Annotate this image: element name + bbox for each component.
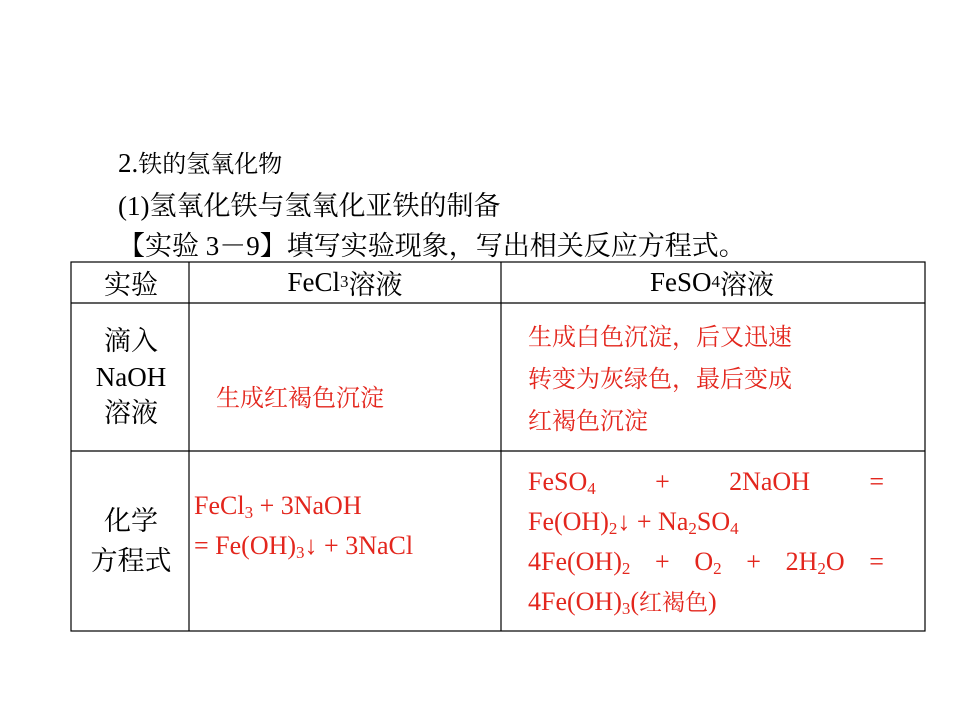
row-label-add-naoh: 滴入 NaOH 溶液 bbox=[95, 326, 167, 428]
section-number: 2. bbox=[118, 148, 139, 178]
section-title: 铁的氢氧化物 bbox=[138, 150, 283, 178]
feso4-observation: 生成白色沉淀，后又迅速 转变为灰绿色，最后变成 红褐色沉淀 bbox=[528, 323, 792, 435]
row-label-equation: 化学 方程式 bbox=[90, 506, 172, 576]
instruction: 【实验 3－9】填写实验现象，写出相关反应方程式。 bbox=[118, 231, 746, 261]
fecl3-observation: 生成红褐色沉淀 bbox=[216, 384, 384, 412]
fecl3-equation: FeCl$_3$ + 3NaOH = $Fe(OH)_3↓$ + 3NaCl bbox=[194, 491, 414, 562]
header-feso4: FeSO 4 溶液 bbox=[649, 266, 774, 300]
feso4-equation: FeSO$_4$ + 2NaOH = $Fe(OH)_2↓ + Na_2SO_4$ $4Fe(OH)_2$ + $O_2$ + $2H_2O$ = $4Fe(OH)_3$(红褐色) bbox=[528, 467, 884, 618]
subheading: (1)氢氧化铁与氢氧化亚铁的制备 bbox=[118, 191, 501, 221]
header-fecl3: FeCl 3 溶液 bbox=[287, 266, 403, 300]
header-experiment: 实验 bbox=[104, 269, 158, 300]
